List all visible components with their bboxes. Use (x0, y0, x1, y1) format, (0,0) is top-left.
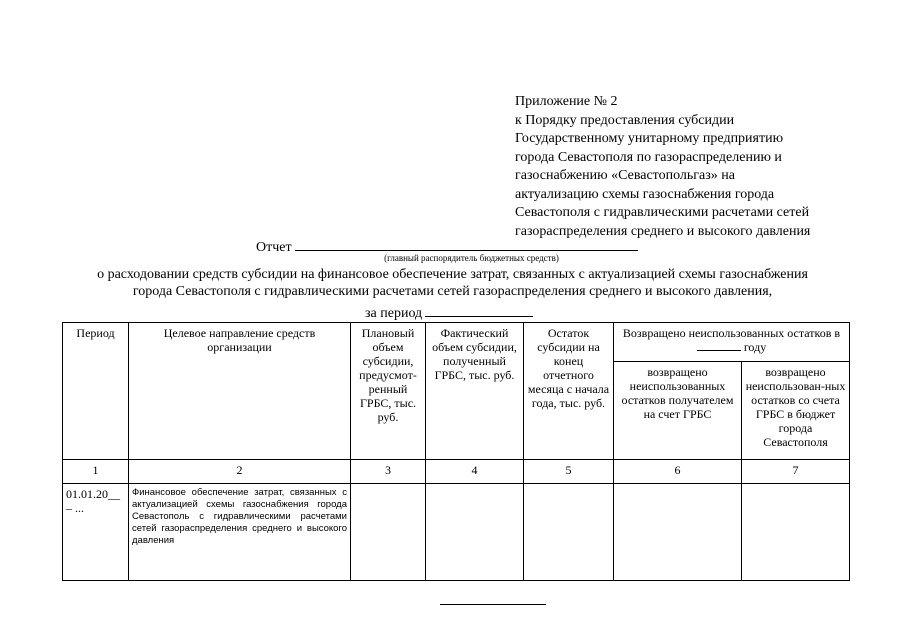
report-subject-line: города Севастополя с гидравлическими расчетами сетей газораспределения среднего и высокого давления, (132, 284, 773, 299)
period-line (365, 302, 533, 322)
year-blank-field[interactable] (697, 340, 741, 351)
report-title: Отчет (256, 240, 292, 255)
appendix-line: к Порядку предоставления субсидии (515, 112, 735, 128)
column-number-row (63, 460, 850, 484)
header-period: Период (63, 323, 129, 460)
appendix-line: Севастополя с гидравлическими расчетами сетей (515, 205, 810, 220)
cell-remainder[interactable] (524, 484, 614, 581)
period-label: за период (365, 306, 423, 321)
column-number: 6 (614, 460, 742, 484)
header-returned-suffix: году (743, 340, 767, 354)
footer-divider (440, 604, 546, 605)
report-table (62, 322, 850, 581)
header-returned (614, 323, 850, 362)
column-number: 5 (524, 460, 614, 484)
header-returned-prefix: Возвращено неиспользованных остатков в (622, 326, 841, 340)
report-subject (50, 266, 855, 300)
column-number: 7 (742, 460, 850, 484)
appendix-line: актуализацию схемы газоснабжения города (515, 186, 775, 202)
cell-actual[interactable] (426, 484, 524, 581)
appendix-line: газоснабжению «Севастопольгаз» на (515, 168, 735, 183)
header-returned-budget: возвращено неиспользован-ных остатков со счета ГРБС в бюджет города Севастополя (742, 362, 850, 460)
column-number: 1 (63, 460, 129, 484)
grbs-hint: (главный распорядитель бюджетных средств) (384, 253, 559, 263)
appendix-title: Приложение № 2 (515, 94, 618, 109)
column-number: 3 (351, 460, 426, 484)
cell-returned-budget[interactable] (742, 484, 850, 581)
cell-planned[interactable] (351, 484, 426, 581)
header-returned-grbs: возвращено неиспользованных остатков получателем на счет ГРБС (614, 362, 742, 460)
period-blank-field[interactable] (425, 302, 533, 317)
column-number: 4 (426, 460, 524, 484)
header-direction: Целевое направление средств организации (129, 323, 351, 460)
appendix-line: газораспределения среднего и высокого давления (515, 223, 811, 239)
grbs-blank-field[interactable] (295, 236, 638, 251)
header-remainder: Остаток субсидии на конец отчетного месяца с начала года, тыс. руб. (524, 323, 614, 460)
table-header-row (63, 323, 850, 362)
header-actual: Фактический объем субсидии, полученный ГРБС, тыс. руб. (426, 323, 524, 460)
appendix-block (515, 93, 855, 241)
cell-returned-grbs[interactable] (614, 484, 742, 581)
column-number: 2 (129, 460, 351, 484)
table-row (63, 484, 850, 581)
report-subject-line: о расходовании средств субсидии на финансовое обеспечение затрат, связанных с актуализацией схемы газоснабжения (97, 267, 808, 282)
cell-period[interactable]: 01.01.20__ – ... (63, 484, 129, 581)
appendix-line: города Севастополя по газораспределению и (515, 149, 782, 165)
cell-direction[interactable]: Финансовое обеспечение затрат, связанных с актуализацией схемы газоснабжения города Севастополь с гидравлическими расчетами сетей газораспределения среднего и высокого давления (129, 484, 351, 581)
header-planned: Плановый объем субсидии, предусмот-ренный ГРБС, тыс. руб. (351, 323, 426, 460)
appendix-line: Государственному унитарному предприятию (515, 131, 784, 146)
